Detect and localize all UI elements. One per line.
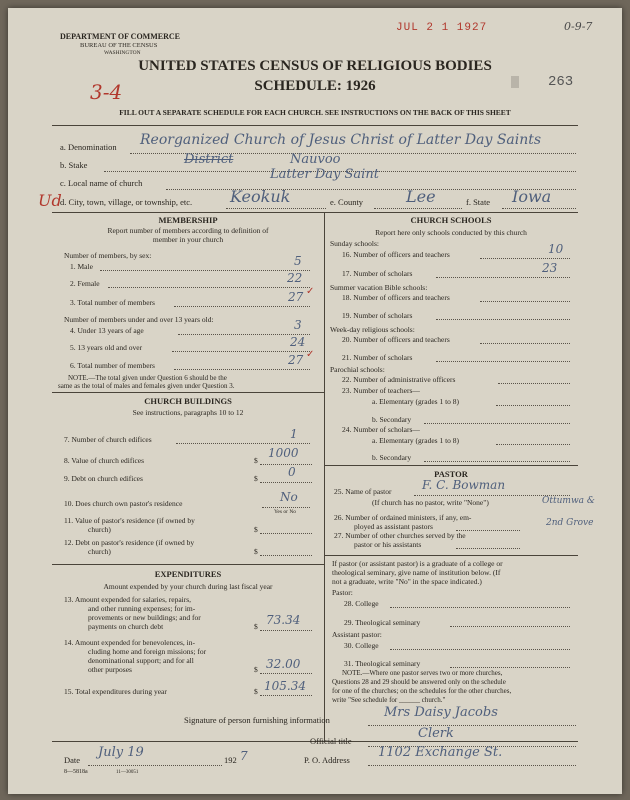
q25-value[interactable]: F. C. Bowman xyxy=(422,478,506,492)
pastor-note-2: Questions 28 and 29 should be answered only on the schedule xyxy=(332,678,506,686)
q15-dollar: $ xyxy=(254,687,258,696)
q11-dollar: $ xyxy=(254,525,258,534)
q4-value[interactable]: 3 xyxy=(294,318,302,332)
q14-label-4: other purposes xyxy=(88,665,132,674)
signature-label: Signature of person furnishing information xyxy=(184,715,330,725)
margin-mark: Ud xyxy=(38,191,62,210)
schools-intro: Report here only schools conducted by this church xyxy=(375,228,527,237)
q9-dollar: $ xyxy=(254,474,258,483)
dept-name: DEPARTMENT OF COMMERCE xyxy=(60,32,181,41)
q6-value[interactable]: 27 xyxy=(288,353,304,367)
q21-label: 21. Number of scholars xyxy=(342,353,413,362)
form-title: UNITED STATES CENSUS OF RELIGIOUS BODIES xyxy=(138,58,492,74)
buildings-intro: See instructions, paragraphs 10 to 12 xyxy=(132,408,244,417)
q14-dollar: $ xyxy=(254,665,258,674)
stamp-mark-icon xyxy=(511,76,519,88)
state-value[interactable]: Iowa xyxy=(512,187,552,206)
q11-label-1: 11. Value of pastor's residence (if owned by xyxy=(64,516,195,525)
year-value[interactable]: 7 xyxy=(240,749,248,763)
stake-struck-value: District xyxy=(184,152,234,167)
q8-label: 8. Value of church edifices xyxy=(64,456,145,465)
q23b-label: b. Secondary xyxy=(372,415,412,424)
membership-note-2: same as the total of males and females given under Question 3. xyxy=(58,382,235,390)
q7-label: 7. Number of church edifices xyxy=(64,435,152,444)
stake-value[interactable]: Nauvoo xyxy=(290,152,341,167)
weekday-heading: Week-day religious schools: xyxy=(330,325,415,334)
q8-value[interactable]: 1000 xyxy=(268,446,299,460)
form-code-2: 11—30051 xyxy=(116,770,139,775)
q25-label: 25. Name of pastor xyxy=(334,487,392,496)
q3-value[interactable]: 27 xyxy=(288,290,304,304)
local-name-label: c. Local name of church xyxy=(60,178,143,188)
q17-value[interactable]: 23 xyxy=(542,261,558,275)
q8-dollar: $ xyxy=(254,456,258,465)
q24b-label: b. Secondary xyxy=(372,453,412,462)
yes-no-hint: Yes or No xyxy=(274,509,297,515)
schools-title: CHURCH SCHOOLS xyxy=(410,215,492,225)
q14-label-1: 14. Amount expended for benevolences, in- xyxy=(64,638,196,647)
schedule-number: 263 xyxy=(548,74,574,90)
q10-label: 10. Does church own pastor's residence xyxy=(64,499,183,508)
census-schedule-sheet xyxy=(8,8,622,794)
year-prefix: 192 xyxy=(224,755,237,765)
q7-value[interactable]: 1 xyxy=(290,427,298,441)
by-sex-heading: Number of members, by sex: xyxy=(64,251,152,260)
instruction-line: FILL OUT A SEPARATE SCHEDULE FOR EACH CHURCH. SEE INSTRUCTIONS ON THE BACK OF THIS SHEET xyxy=(119,108,511,117)
address-value[interactable]: 1102 Exchange St. xyxy=(378,745,503,760)
q10-value[interactable]: No xyxy=(280,490,298,504)
q14-label-2: cluding home and foreign missions; for xyxy=(88,647,207,656)
q2-value[interactable]: 22 xyxy=(287,271,303,285)
denomination-label: a. Denomination xyxy=(60,142,117,152)
q6-label: 6. Total number of members xyxy=(70,361,155,370)
graduate-note-1: If pastor (or assistant pastor) is a graduate of a college or xyxy=(332,559,503,568)
membership-intro-2: member in your church xyxy=(152,235,224,244)
q17-label: 17. Number of scholars xyxy=(342,269,413,278)
q5-label: 5. 13 years old and over xyxy=(70,343,143,352)
vacation-heading: Summer vacation Bible schools: xyxy=(330,283,428,292)
q25-note: (If church has no pastor, write "None") xyxy=(372,498,489,507)
q12-label-2: church) xyxy=(88,547,111,556)
q13-label-3: provements or new buildings; and for xyxy=(88,613,201,622)
membership-title: MEMBERSHIP xyxy=(158,215,218,225)
age-heading: Number of members under and over 13 years old: xyxy=(64,315,214,324)
q26-label-2: ployed as assistant pastors xyxy=(354,522,433,531)
q12-label-1: 12. Debt on pastor's residence (if owned by xyxy=(64,538,195,547)
graduate-note-2: theological seminary, give name of institution below. (If xyxy=(332,568,501,577)
q1-value[interactable]: 5 xyxy=(294,254,302,268)
expenditures-intro: Amount expended by your church during last fiscal year xyxy=(103,582,273,591)
q22-label: 22. Number of administrative officers xyxy=(342,375,456,384)
q11-label-2: church) xyxy=(88,525,111,534)
parochial-heading: Parochial schools: xyxy=(330,365,385,374)
city-label: d. City, town, village, or township, etc. xyxy=(60,197,193,207)
schedule-title: SCHEDULE: 1926 xyxy=(254,78,376,94)
check-mark-icon: ✓ xyxy=(306,286,315,297)
sunday-heading: Sunday schools: xyxy=(330,239,379,248)
address-label: P. O. Address xyxy=(304,755,350,765)
q27-label-1: 27. Number of other churches served by the xyxy=(334,531,466,540)
q5-value[interactable]: 24 xyxy=(290,335,306,349)
official-title-value[interactable]: Clerk xyxy=(418,726,454,741)
q16-label: 16. Number of officers and teachers xyxy=(342,250,450,259)
q9-label: 9. Debt on church edifices xyxy=(64,474,143,483)
other-churches-note-2: 2nd Grove xyxy=(546,518,594,528)
q1-label: 1. Male xyxy=(70,262,93,271)
county-value[interactable]: Lee xyxy=(406,187,436,206)
bureau-name: BUREAU OF THE CENSUS xyxy=(80,42,158,49)
signature-value[interactable]: Mrs Daisy Jacobs xyxy=(384,705,498,720)
corner-code: 0-9-7 xyxy=(564,20,593,33)
q3-label: 3. Total number of members xyxy=(70,298,155,307)
received-date-stamp: JUL 2 1 1927 xyxy=(396,22,488,34)
pastor-subheading: Pastor: xyxy=(332,588,353,597)
q13-label-1: 13. Amount expended for salaries, repairs, xyxy=(64,595,192,604)
q23a-label: a. Elementary (grades 1 to 8) xyxy=(372,397,460,406)
q16-value[interactable]: 10 xyxy=(548,242,564,256)
buildings-title: CHURCH BUILDINGS xyxy=(144,396,232,406)
expenditures-title: EXPENDITURES xyxy=(154,569,222,579)
official-title-label: Official title xyxy=(310,736,352,746)
q13-label-4: payments on church debt xyxy=(88,622,164,631)
stake-label: b. Stake xyxy=(60,160,88,170)
q20-label: 20. Number of officers and teachers xyxy=(342,335,450,344)
q29-label: 29. Theological seminary xyxy=(344,618,421,627)
date-value[interactable]: July 19 xyxy=(98,745,144,760)
q30-label: 30. College xyxy=(344,641,379,650)
county-label: e. County xyxy=(330,197,364,207)
state-label: f. State xyxy=(466,197,491,207)
red-pencil-mark: 3-4 xyxy=(90,80,123,104)
city-name: WASHINGTON xyxy=(104,50,141,56)
q9-value[interactable]: 0 xyxy=(288,465,296,479)
pastor-note-3: for one of the churches; on the schedules for the other churches, xyxy=(332,687,512,695)
denomination-value[interactable]: Reorganized Church of Jesus Christ of Latter Day Saints xyxy=(140,132,542,148)
q14-value[interactable]: 32.00 xyxy=(266,657,301,671)
assistant-subheading: Assistant pastor: xyxy=(332,630,382,639)
q18-label: 18. Number of officers and teachers xyxy=(342,293,450,302)
membership-note-1: NOTE.—The total given under Question 6 should be the xyxy=(68,374,227,382)
membership-intro-1: Report number of members according to definition of xyxy=(107,226,269,235)
pastor-note-1: NOTE.—Where one pastor serves two or more churches, xyxy=(342,669,503,677)
graduate-note-3: not a graduate, write "No" in the space indicated.) xyxy=(332,577,482,586)
q13-value[interactable]: 73.34 xyxy=(266,613,301,627)
q19-label: 19. Number of scholars xyxy=(342,311,413,320)
q31-label: 31. Theological seminary xyxy=(344,659,421,668)
q24-label: 24. Number of scholars— xyxy=(342,425,420,434)
q2-label: 2. Female xyxy=(70,279,100,288)
date-label: Date xyxy=(64,755,81,765)
q13-dollar: $ xyxy=(254,622,258,631)
q26-label-1: 26. Number of ordained ministers, if any, em- xyxy=(334,513,472,522)
q13-label-2: and other running expenses; for im- xyxy=(88,604,196,613)
q4-label: 4. Under 13 years of age xyxy=(70,326,144,335)
q14-label-3: denominational support; and for all xyxy=(88,656,194,665)
q27-label-2: pastor or his assistants xyxy=(354,540,422,549)
other-churches-note-1: Ottumwa & xyxy=(542,496,595,506)
q28-label: 28. College xyxy=(344,599,379,608)
pastor-title: PASTOR xyxy=(434,469,468,479)
q15-label: 15. Total expenditures during year xyxy=(64,687,167,696)
form-code: 8—5818a xyxy=(64,769,88,775)
q23-label: 23. Number of teachers— xyxy=(342,386,420,395)
city-value[interactable]: Keokuk xyxy=(230,187,291,206)
check-mark-icon: ✓ xyxy=(306,349,315,360)
q12-dollar: $ xyxy=(254,547,258,556)
q24a-label: a. Elementary (grades 1 to 8) xyxy=(372,436,460,445)
local-name-value[interactable]: Latter Day Saint xyxy=(270,167,379,182)
pastor-note-4: write "See schedule for ______ church." xyxy=(332,696,446,704)
q15-value[interactable]: 105.34 xyxy=(264,679,306,693)
